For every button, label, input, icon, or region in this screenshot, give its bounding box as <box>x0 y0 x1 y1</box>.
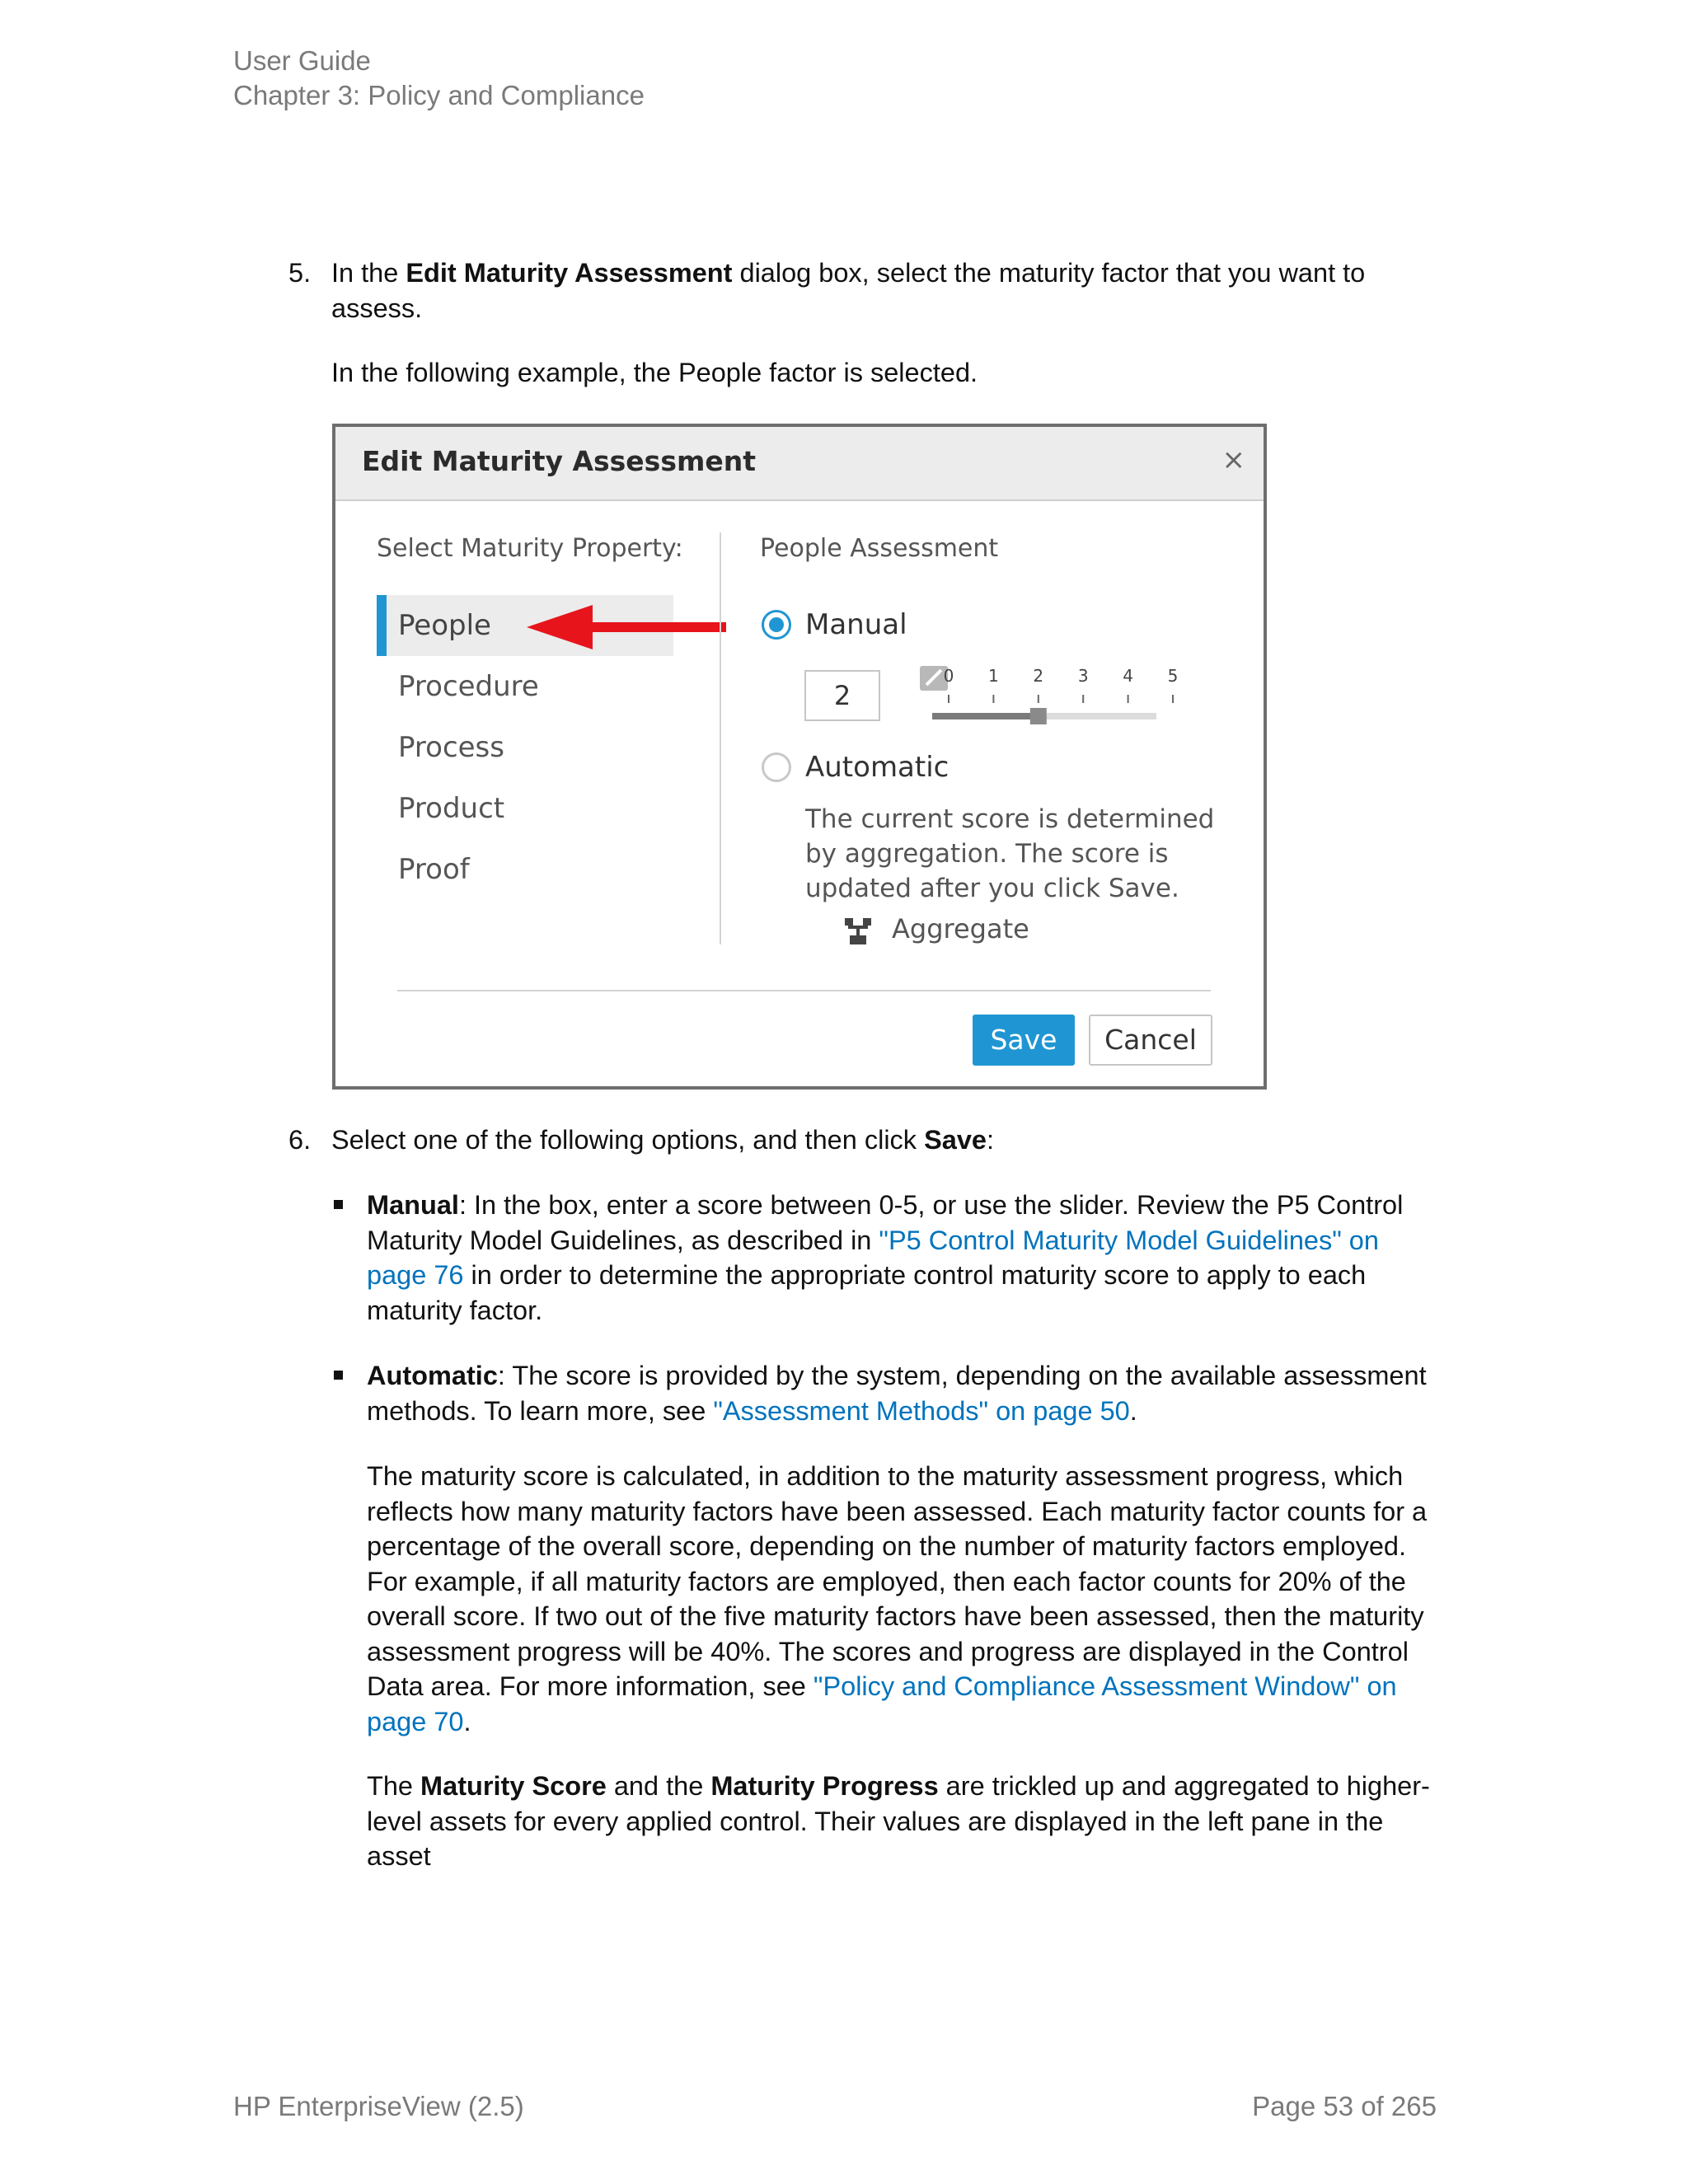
slider-tick-label: 3 <box>1077 666 1089 686</box>
footer-product: HP EnterpriseView (2.5) <box>233 2091 524 2121</box>
slider-tick-label: 4 <box>1123 666 1133 686</box>
slider-tick-label: 5 <box>1167 666 1179 686</box>
score-slider[interactable] <box>920 663 1179 729</box>
property-item-process[interactable]: Process <box>398 731 504 764</box>
paragraph-maturity-score: The maturity score is calculated, in addition to the maturity assessment progress, which reflects how many maturity factors have been assessed. Each maturity factor counts for a percentage of the overall score, depending on the number of maturity factors employed. For example, if all maturity factors are employed, then each factor counts for 20% of the overall score. If two out of the five maturity factors have been assessed, then the maturity assessment progress will be 40%. The scores and progress are displayed in the Control Data area. For more information, see "Policy and Compliance Assessment Window" on page 70. <box>367 1461 1428 1736</box>
property-item-people[interactable]: People <box>377 595 673 656</box>
cancel-button[interactable]: Cancel <box>1089 1015 1212 1066</box>
save-button[interactable]: Save <box>973 1015 1075 1066</box>
slider-thumb <box>1030 708 1047 724</box>
manual-radio[interactable] <box>762 610 791 640</box>
aggregate-link[interactable]: Aggregate <box>892 913 1029 944</box>
bullet-manual-text: Manual: In the box, enter a score between 0-5, or use the slider. Review the P5 Control Maturity Model Guidelines, as described in "P5 Control Maturity Model Guidelines" on page 76 in order to determine the appropriate control maturity score to apply to each maturity factor. <box>367 1190 1404 1325</box>
automatic-label: Automatic <box>805 751 950 784</box>
people-assessment-label: People Assessment <box>760 534 999 563</box>
red-arrow-icon <box>527 598 726 656</box>
automatic-radio[interactable] <box>762 752 791 782</box>
p5-guidelines-link[interactable]: "P5 Control Maturity Model Guidelines" on page 76 <box>367 1225 1379 1290</box>
assessment-window-link[interactable]: "Policy and Compliance Assessment Window" on page 70 <box>367 1671 1397 1736</box>
property-item-proof[interactable]: Proof <box>398 853 470 886</box>
running-header-chapter: Chapter 3: Policy and Compliance <box>233 80 645 110</box>
bullet-automatic-text: Automatic: The score is provided by the system, depending on the available assessment methods. To learn more, see "Assessment Methods" on page 50. <box>367 1361 1427 1426</box>
select-maturity-property-label: Select Maturity Property: <box>377 534 683 563</box>
bullet-marker <box>334 1200 343 1209</box>
step-number: 5. <box>288 258 312 288</box>
dialog-name: Edit Maturity Assessment <box>406 258 733 288</box>
footer-divider <box>397 990 1211 991</box>
step-number: 6. <box>288 1125 312 1155</box>
paragraph-trickle-up: The Maturity Score and the Maturity Progress are trickled up and aggregated to higher-level assets for every applied control. Their values are displayed in the left pane in the asset <box>367 1771 1430 1871</box>
property-item-procedure[interactable]: Procedure <box>398 670 539 703</box>
slider-tick-label: 1 <box>988 666 999 686</box>
bullet-marker <box>334 1371 343 1380</box>
edit-maturity-assessment-dialog <box>332 424 1267 1090</box>
panel-divider <box>720 532 721 944</box>
manual-label: Manual <box>805 608 907 641</box>
property-item-product[interactable]: Product <box>398 792 505 825</box>
assessment-methods-link[interactable]: "Assessment Methods" on page 50 <box>713 1395 1130 1426</box>
score-input[interactable]: 2 <box>804 670 880 721</box>
footer-page-number: Page 53 of 265 <box>1252 2091 1437 2121</box>
aggregate-icon[interactable] <box>843 916 873 946</box>
running-header-title: User Guide <box>233 45 371 76</box>
dialog-title: Edit Maturity Assessment <box>362 445 757 477</box>
automatic-description: The current score is determined by aggregation. The score is updated after you click Save. <box>805 804 1215 903</box>
slider-tick-label: 0 <box>943 666 954 686</box>
step-6-text: Select one of the following options, and then click Save: <box>331 1125 994 1155</box>
step-5-text: In the Edit Maturity Assessment dialog box, select the maturity factor that you want to assess. <box>331 258 1366 323</box>
slider-fill <box>932 713 1039 719</box>
dialog-header <box>335 427 1264 501</box>
close-icon[interactable]: × <box>1221 443 1245 476</box>
slider-tick-label: 2 <box>1033 666 1044 686</box>
